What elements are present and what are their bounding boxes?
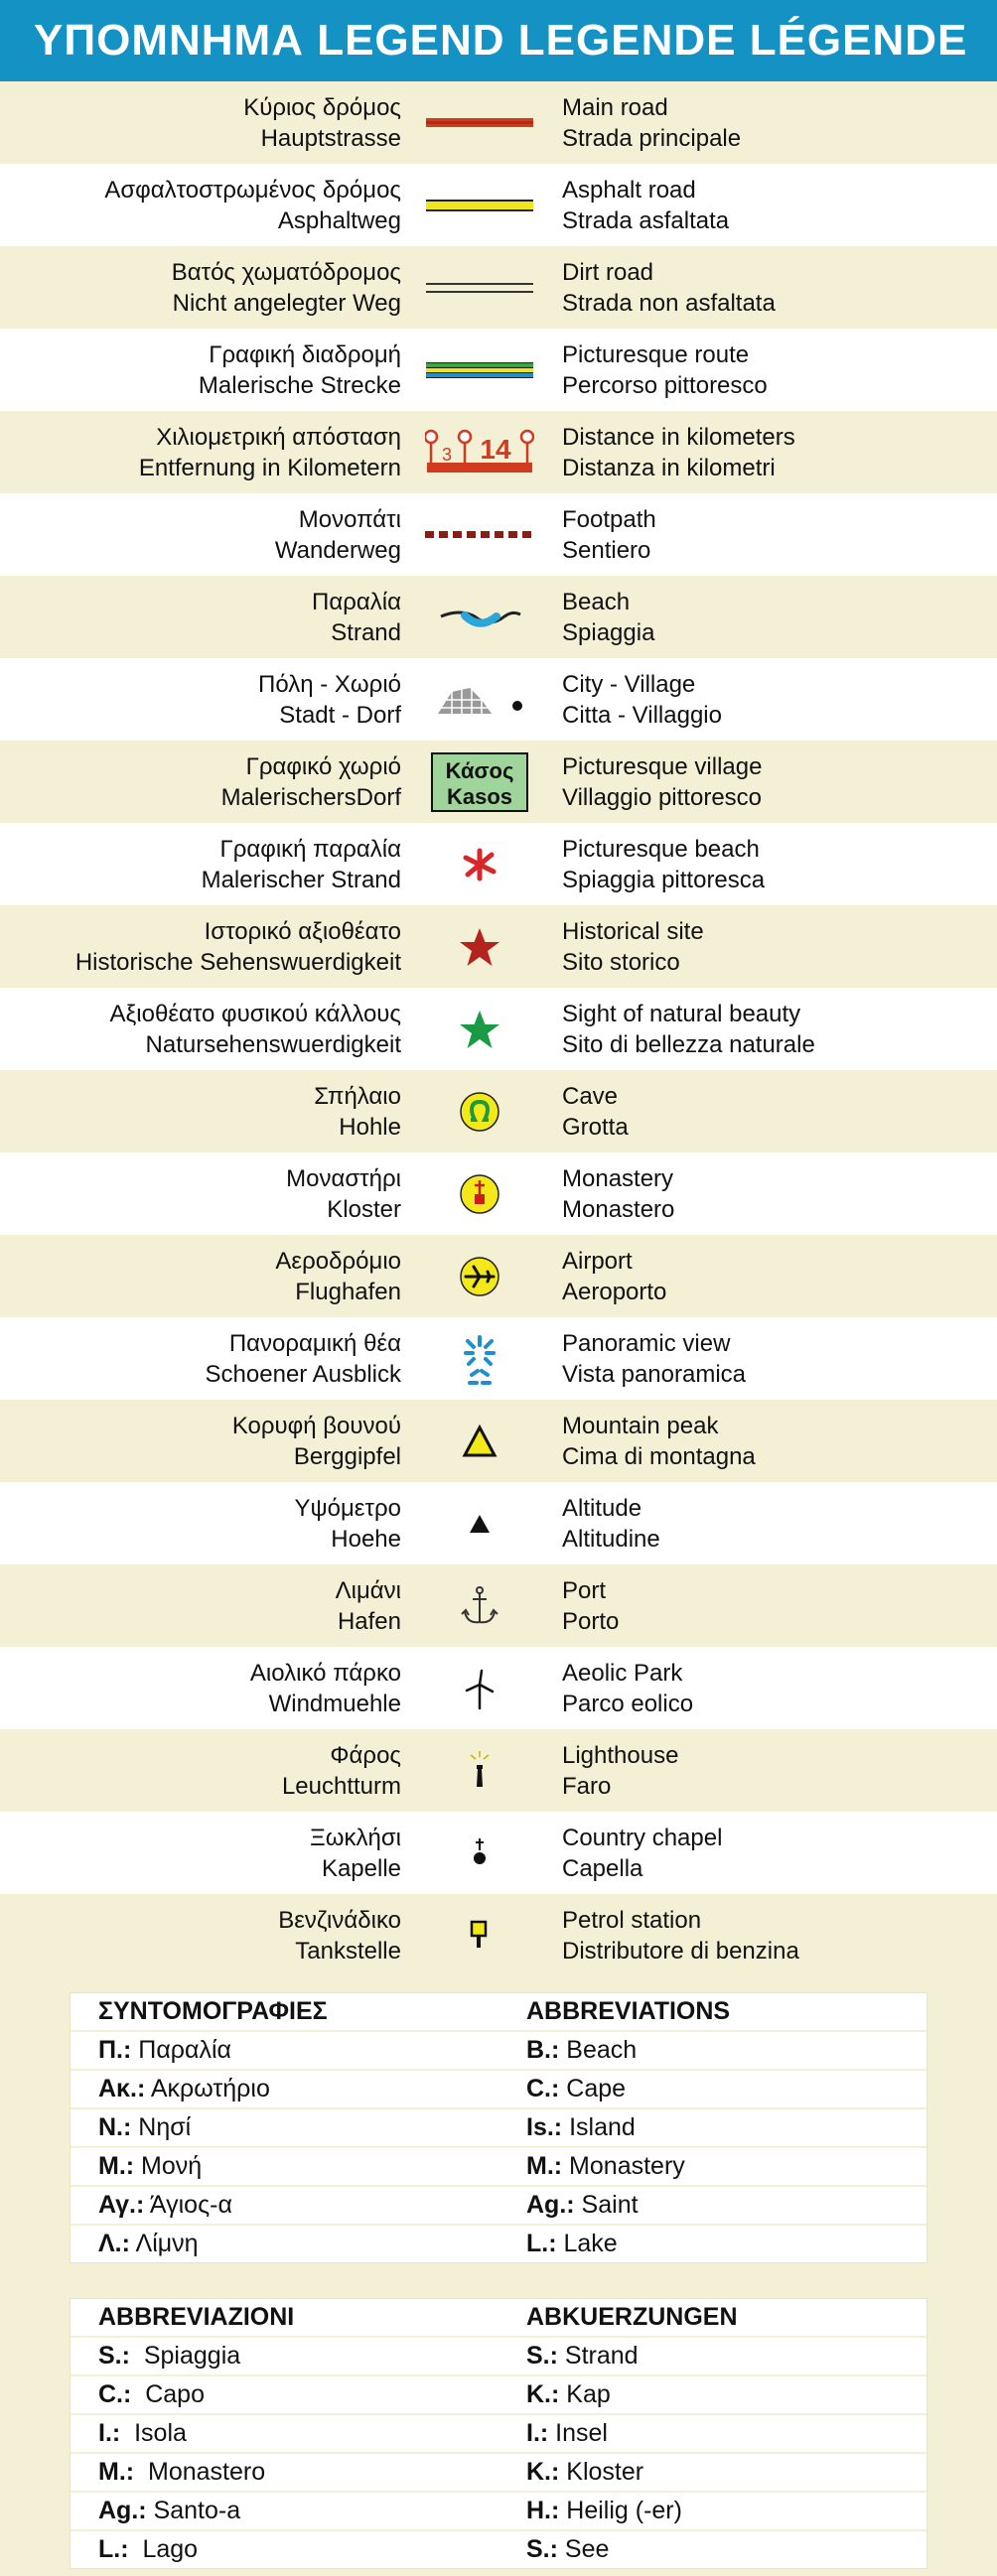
abbreviation-entry [498, 2535, 926, 2564]
label-italian: Sentiero [562, 536, 651, 564]
label-italian: Percorso pittoresco [562, 371, 768, 399]
label-english: Monastery [562, 1164, 674, 1192]
legend-label-english-italian [558, 504, 997, 566]
legend-label-english-italian [558, 92, 997, 154]
label-italian: Spiaggia pittoresca [562, 866, 766, 893]
label-german: Malerischer Strand [201, 866, 401, 893]
legend-label-english-italian [558, 1081, 997, 1143]
legend-row [0, 576, 997, 658]
abbreviation-key: Is.: [526, 2113, 563, 2141]
abbreviation-key: I.: [98, 2419, 121, 2447]
abbreviation-key: Μ.: [98, 2152, 135, 2180]
label-greek: Ιστορικό αξιοθέατο [204, 917, 401, 945]
label-italian: Aeroporto [562, 1278, 667, 1305]
label-german: Historische Sehenswuerdigkeit [74, 948, 401, 976]
abbreviation-entry [498, 2036, 926, 2065]
legend-row [0, 1564, 997, 1647]
abbreviations-box-greek-english [70, 1992, 927, 2263]
legend-label-english-italian [558, 1493, 997, 1555]
legend-label-greek-german [0, 1658, 401, 1719]
legend-label-greek-german [0, 92, 401, 154]
legend-row [0, 658, 997, 741]
label-german: Asphaltweg [277, 206, 401, 234]
abbreviation-meaning: Isola [120, 2419, 187, 2447]
label-german: Berggipfel [293, 1442, 401, 1470]
abbreviation-row [71, 2376, 926, 2415]
label-german: Kloster [327, 1195, 401, 1223]
label-english: Cave [562, 1082, 619, 1110]
label-italian: Cima di montagna [562, 1442, 756, 1470]
legend-label-english-italian [558, 257, 997, 319]
abbreviation-entry [498, 2191, 926, 2220]
label-english: Picturesque beach [562, 835, 760, 863]
label-english: Country chapel [562, 1824, 723, 1851]
legend-row [0, 411, 997, 493]
abbreviation-row [71, 2531, 926, 2568]
label-german: Tankstelle [295, 1937, 401, 1965]
abbreviation-entry [498, 2380, 926, 2409]
label-german: MalerischersDorf [220, 783, 401, 811]
legend-label-english-italian [558, 1575, 997, 1637]
abbreviation-row [71, 2148, 926, 2187]
main-road-line [401, 88, 558, 158]
abbreviation-row [71, 2454, 926, 2493]
label-italian: Sito storico [562, 948, 680, 976]
abbreviation-meaning: Monastero [134, 2458, 266, 2486]
legend-label-greek-german [0, 339, 401, 401]
airport-icon [401, 1242, 558, 1311]
abbreviation-key: L.: [98, 2535, 129, 2563]
label-english: Asphalt road [562, 176, 696, 203]
label-italian: Strada asfaltata [562, 206, 730, 234]
label-english: Lighthouse [562, 1741, 679, 1769]
abbreviation-meaning: Μονή [134, 2152, 203, 2180]
label-italian: Vista panoramica [562, 1360, 746, 1388]
label-italian: Citta - Villaggio [562, 701, 722, 729]
legend-row [0, 164, 997, 246]
label-italian: Distributore di benzina [562, 1937, 799, 1965]
abbreviation-entry [71, 2230, 498, 2258]
label-english: Sight of natural beauty [562, 1000, 801, 1027]
abbreviation-entry [71, 2497, 498, 2525]
legend-label-greek-german [0, 175, 401, 236]
legend-label-english-italian [558, 916, 997, 978]
abbreviation-entry [498, 2419, 926, 2448]
legend-label-greek-german [0, 257, 401, 319]
footpath-line [401, 500, 558, 570]
abbreviation-meaning: Λίμνη [129, 2230, 199, 2257]
abbreviation-row [71, 2338, 926, 2376]
label-german: Malerische Strecke [198, 371, 401, 399]
legend-label-english-italian [558, 1246, 997, 1307]
picturesque-beach-icon [401, 830, 558, 899]
abbreviation-entry [498, 2075, 926, 2103]
historical-site-icon [401, 912, 558, 982]
abbreviation-header-row [71, 2299, 926, 2338]
abbreviation-meaning: Insel [548, 2419, 608, 2447]
label-english: Panoramic view [562, 1329, 731, 1357]
legend-label-greek-german [0, 669, 401, 731]
abbreviation-entry [71, 2152, 498, 2181]
label-italian: Capella [562, 1854, 643, 1882]
label-german: Windmuehle [268, 1690, 401, 1717]
label-english: Distance in kilometers [562, 423, 795, 451]
abbreviation-entry [71, 2191, 498, 2220]
abbreviation-row [71, 2187, 926, 2226]
abbreviation-meaning: Lake [556, 2230, 618, 2257]
abbreviation-heading: ABBREVIATIONS [526, 1997, 731, 2025]
legend-row [0, 81, 997, 164]
abbreviation-meaning: Island [562, 2113, 636, 2141]
abbreviation-key: B.: [526, 2036, 560, 2064]
legend-label-english-italian [558, 834, 997, 895]
legend-row [0, 329, 997, 411]
label-german: Kapelle [321, 1854, 401, 1882]
abbreviation-meaning: Heilig (-er) [559, 2497, 682, 2524]
label-greek: Αεροδρόμιο [275, 1247, 401, 1275]
abbreviation-entry [498, 2230, 926, 2258]
abbreviation-heading: ΣΥΝΤΟΜΟΓΡΑΦΙΕΣ [98, 1997, 328, 2025]
label-german: Leuchtturm [281, 1772, 401, 1800]
abbreviation-key: Αγ.: [98, 2191, 145, 2219]
label-italian: Villaggio pittoresco [562, 783, 763, 811]
picturesque-route-line [401, 336, 558, 405]
mountain-peak-icon [401, 1407, 558, 1476]
distance-small-number: 3 [441, 444, 453, 465]
label-german: Hafen [337, 1607, 401, 1635]
abbreviation-meaning: Cape [559, 2075, 627, 2102]
label-german: Flughafen [295, 1278, 401, 1305]
lighthouse-icon [401, 1736, 558, 1806]
label-english: Aeolic Park [562, 1659, 683, 1687]
abbreviation-key: K.: [526, 2380, 560, 2408]
legend-label-greek-german [0, 751, 401, 813]
abbreviation-meaning: Capo [131, 2380, 205, 2408]
abbreviation-row [71, 2071, 926, 2109]
label-german: Hohle [339, 1113, 401, 1141]
abbreviation-meaning: Ακρωτήριο [145, 2075, 270, 2102]
abbreviation-entry [71, 2380, 498, 2409]
legend-label-english-italian [558, 422, 997, 483]
legend-label-greek-german [0, 834, 401, 895]
legend-label-english-italian [558, 669, 997, 731]
legend-label-greek-german [0, 1246, 401, 1307]
abbreviation-meaning: Monastery [562, 2152, 685, 2180]
legend-label-english-italian [558, 175, 997, 236]
label-italian: Sito di bellezza naturale [562, 1030, 815, 1058]
abbreviation-key: S.: [526, 2535, 558, 2563]
abbreviation-key: Ag.: [98, 2497, 147, 2524]
label-greek: Αιολικό πάρκο [249, 1659, 401, 1687]
abbreviation-entry [498, 2113, 926, 2142]
legend-row [0, 741, 997, 823]
legend-label-greek-german [0, 916, 401, 978]
abbreviation-meaning: Παραλία [131, 2036, 231, 2064]
label-english: Picturesque route [562, 340, 750, 368]
legend-label-greek-german [0, 1575, 401, 1637]
label-english: Airport [562, 1247, 633, 1275]
label-italian: Strada non asfaltata [562, 289, 776, 317]
abbreviation-meaning: Strand [557, 2342, 639, 2370]
legend-label-greek-german [0, 1905, 401, 1966]
legend-row [0, 1235, 997, 1317]
legend-row [0, 905, 997, 988]
abbreviation-entry [71, 2535, 498, 2564]
legend-label-english-italian [558, 999, 997, 1060]
abbreviation-meaning: Νησί [131, 2113, 192, 2141]
label-greek: Σπήλαιο [314, 1082, 401, 1110]
legend-label-greek-german [0, 999, 401, 1060]
abbreviation-meaning: Beach [559, 2036, 638, 2064]
abbreviation-key: C.: [526, 2075, 560, 2102]
picturesque-village-icon [401, 747, 558, 817]
petrol-station-icon [401, 1901, 558, 1970]
monastery-icon [401, 1159, 558, 1229]
abbreviation-row [71, 2109, 926, 2148]
legend-label-english-italian [558, 1163, 997, 1225]
legend-title: ΥΠΟΜΝΗΜΑ LEGEND LEGENDE LÉGENDE [34, 16, 968, 65]
label-german: Strand [331, 618, 401, 646]
abbreviation-key: L.: [526, 2230, 557, 2257]
abbreviation-key: H.: [526, 2497, 560, 2524]
abbreviation-key: M.: [526, 2152, 563, 2180]
legend-label-greek-german [0, 1163, 401, 1225]
label-greek: Υψόμετρο [294, 1494, 401, 1522]
legend-label-english-italian [558, 1328, 997, 1390]
label-german: Schoener Ausblick [205, 1360, 401, 1388]
dirt-road-line [401, 253, 558, 323]
legend-row [0, 1894, 997, 1976]
label-italian: Parco eolico [562, 1690, 694, 1717]
legend-label-greek-german [0, 1493, 401, 1555]
chapel-icon [401, 1819, 558, 1888]
abbreviation-meaning: See [557, 2535, 610, 2563]
abbreviation-meaning: Άγιος-α [144, 2191, 232, 2219]
legend-label-english-italian [558, 1658, 997, 1719]
legend-row [0, 1482, 997, 1564]
label-greek: Βατός χωματόδρομος [171, 258, 401, 286]
label-german: Nicht angelegter Weg [172, 289, 401, 317]
label-german: Natursehenswuerdigkeit [145, 1030, 401, 1058]
abbreviation-meaning: Kap [559, 2380, 611, 2408]
abbreviation-entry [498, 2342, 926, 2371]
label-greek: Μοναστήρι [286, 1164, 401, 1192]
abbreviation-meaning: Lago [128, 2535, 199, 2563]
abbreviation-entry [71, 2075, 498, 2103]
legend-label-greek-german [0, 1081, 401, 1143]
label-greek: Ασφαλτοστρωμένος δρόμος [104, 176, 401, 203]
legend-label-greek-german [0, 1328, 401, 1390]
legend-label-greek-german [0, 422, 401, 483]
natural-beauty-icon [401, 995, 558, 1064]
panoramic-view-icon [401, 1324, 558, 1394]
label-greek: Κύριος δρόμος [243, 93, 401, 121]
legend-label-english-italian [558, 587, 997, 648]
legend-row [0, 246, 997, 329]
label-greek: Γραφικό χωριό [245, 752, 401, 780]
legend-label-greek-german [0, 1823, 401, 1884]
label-english: Picturesque village [562, 752, 763, 780]
legend-row [0, 493, 997, 576]
legend-row [0, 1317, 997, 1400]
label-german: Hauptstrasse [260, 124, 401, 152]
legend-row [0, 1400, 997, 1482]
label-english: Historical site [562, 917, 704, 945]
abbreviation-row [71, 2493, 926, 2531]
legend-label-english-italian [558, 1411, 997, 1472]
legend-row [0, 1647, 997, 1729]
legend-row [0, 988, 997, 1070]
legend-row [0, 1070, 997, 1152]
legend-label-english-italian [558, 1740, 997, 1802]
label-greek: Χιλιομετρική απόσταση [156, 423, 401, 451]
abbreviation-key: K.: [526, 2458, 560, 2486]
legend-label-greek-german [0, 587, 401, 648]
label-english: Mountain peak [562, 1412, 719, 1439]
legend-label-greek-german [0, 1411, 401, 1472]
label-english: Dirt road [562, 258, 654, 286]
label-greek: Αξιοθέατο φυσικού κάλλους [109, 1000, 401, 1027]
abbreviation-entry [71, 2036, 498, 2065]
asphalt-road-line [401, 171, 558, 240]
legend-row [0, 823, 997, 905]
legend-label-english-italian [558, 751, 997, 813]
label-italian: Strada principale [562, 124, 742, 152]
abbreviation-key: S.: [526, 2342, 558, 2370]
label-german: Wanderweg [274, 536, 401, 564]
abbreviation-meaning: Spiaggia [129, 2342, 241, 2370]
wind-turbine-icon [401, 1654, 558, 1723]
abbreviation-entry [71, 2458, 498, 2487]
cave-icon [401, 1077, 558, 1147]
label-greek: Κορυφή βουνού [231, 1412, 401, 1439]
label-italian: Faro [562, 1772, 612, 1800]
legend-label-english-italian [558, 1905, 997, 1966]
abbreviation-key: Π.: [98, 2036, 132, 2064]
label-italian: Monastero [562, 1195, 675, 1223]
label-greek: Γραφική διαδρομή [209, 340, 401, 368]
label-german: Hoehe [331, 1525, 401, 1553]
abbreviation-row [71, 2032, 926, 2071]
label-german: Entfernung in Kilometern [138, 454, 401, 481]
abbreviation-heading: ABKUERZUNGEN [526, 2303, 738, 2331]
village-label-greek: Κάσος [445, 757, 514, 783]
legend-label-greek-german [0, 504, 401, 566]
label-german: Stadt - Dorf [279, 701, 401, 729]
label-greek: Πόλη - Χωριό [258, 670, 401, 698]
port-anchor-icon [401, 1571, 558, 1641]
label-english: City - Village [562, 670, 696, 698]
abbreviation-header-row [71, 1993, 926, 2032]
abbreviation-meaning: Santo-a [146, 2497, 241, 2524]
abbreviation-key: S.: [98, 2342, 130, 2370]
abbreviation-key: Ag.: [526, 2191, 575, 2219]
abbreviation-row [71, 2415, 926, 2454]
abbreviation-key: Λ.: [98, 2230, 130, 2257]
abbreviation-key: M.: [98, 2458, 135, 2486]
abbreviation-key: C.: [98, 2380, 132, 2408]
abbreviation-row [71, 2226, 926, 2262]
label-english: Beach [562, 588, 631, 615]
legend-row [0, 1729, 997, 1812]
label-italian: Distanza in kilometri [562, 454, 776, 481]
abbreviation-entry [71, 2113, 498, 2142]
label-greek: Βενζινάδικο [278, 1906, 401, 1934]
label-greek: Ξωκλήσι [310, 1824, 401, 1851]
label-english: Footpath [562, 505, 656, 533]
legend-label-english-italian [558, 1823, 997, 1884]
distance-large-number: 14 [480, 433, 511, 465]
label-greek: Γραφική παραλία [219, 835, 401, 863]
abbreviation-entry [71, 2342, 498, 2371]
distance-marker [401, 418, 558, 487]
legend-row [0, 1152, 997, 1235]
city-village-icon [401, 665, 558, 735]
abbreviations-box-italian-german [70, 2298, 927, 2569]
legend-rows [0, 81, 997, 1976]
abbreviation-entry [71, 2419, 498, 2448]
abbreviation-entry [498, 2458, 926, 2487]
label-greek: Πανοραμική θέα [228, 1329, 401, 1357]
label-english: Altitude [562, 1494, 642, 1522]
label-greek: Μονοπάτι [298, 505, 401, 533]
label-english: Petrol station [562, 1906, 702, 1934]
legend-row [0, 1812, 997, 1894]
abbreviation-key: Ν.: [98, 2113, 132, 2141]
label-english: Port [562, 1576, 607, 1604]
legend-header [0, 0, 997, 81]
abbreviation-heading: ABBREVIAZIONI [98, 2303, 295, 2331]
legend-label-greek-german [0, 1740, 401, 1802]
label-greek: Φάρος [330, 1741, 401, 1769]
abbreviation-meaning: Saint [574, 2191, 639, 2219]
altitude-icon [401, 1489, 558, 1559]
label-italian: Altitudine [562, 1525, 660, 1553]
label-italian: Porto [562, 1607, 620, 1635]
label-italian: Spiaggia [562, 618, 655, 646]
label-greek: Παραλία [312, 588, 401, 615]
abbreviation-meaning: Kloster [559, 2458, 644, 2486]
abbreviation-entry [498, 2152, 926, 2181]
label-greek: Λιμάνι [335, 1576, 401, 1604]
abbreviation-entry [498, 2497, 926, 2525]
village-label-latin: Kasos [446, 783, 513, 809]
label-english: Main road [562, 93, 668, 121]
legend-label-english-italian [558, 339, 997, 401]
abbreviation-key: Ακ.: [98, 2075, 146, 2102]
label-italian: Grotta [562, 1113, 629, 1141]
beach-icon [401, 583, 558, 652]
abbreviation-key: I.: [526, 2419, 549, 2447]
